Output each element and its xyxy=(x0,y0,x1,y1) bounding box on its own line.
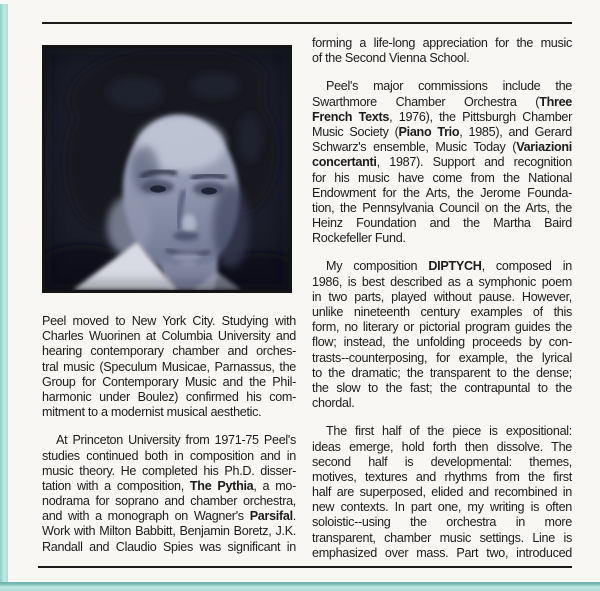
paragraph xyxy=(312,424,572,561)
text-line: concertanti, 1987). Support and recognition xyxy=(312,155,572,170)
text-line: tation with a composition, The Pythia, a mo- xyxy=(42,478,297,493)
top-rule xyxy=(42,22,572,24)
text-line: Randall and Claudio Spies was significant in xyxy=(42,539,296,554)
text-line: harmonic under Boulez) confirmed his com- xyxy=(42,389,296,404)
text-line: new contexts. In part one, my writing is often xyxy=(312,500,572,515)
text-line: soloistic--using the orchestra in more xyxy=(312,515,572,530)
portrait-illustration xyxy=(45,48,289,290)
paragraph xyxy=(312,259,572,411)
text-line: studies continued both in composition and in xyxy=(42,448,296,463)
text-line: Work with Milton Babbitt, Benjamin Boretz, J.K. xyxy=(42,524,296,539)
paragraph xyxy=(42,314,296,420)
bottom-rule xyxy=(38,566,572,568)
text-line: Swarthmore Chamber Orchestra (Three xyxy=(312,94,572,109)
text-line: for his music have come from the National xyxy=(312,170,572,185)
text-line: The first half of the piece is expositional: xyxy=(326,424,572,439)
text-line: flow; instead, the unfolding proceeds by con- xyxy=(312,335,572,350)
left-text-column xyxy=(42,314,296,555)
text-line: motives, textures and rhythms from the first xyxy=(312,469,572,484)
text-line: trasts--counterposing, for example, the lyrical xyxy=(312,350,572,365)
text-line: Heinz Foundation and the Martha Baird xyxy=(312,216,572,231)
text-line: Charles Wuorinen at Columbia University and xyxy=(42,329,296,344)
paragraph xyxy=(312,36,572,66)
text-line: nodrama for soprano and chamber orchestra, xyxy=(42,494,296,509)
paragraph xyxy=(312,79,572,246)
text-line: Rockefeller Fund. xyxy=(312,231,406,246)
text-line: ideas emerge, hold forth then dissolve. The xyxy=(312,439,572,454)
text-line: of the Second Vienna School. xyxy=(312,51,470,66)
text-line: mitment to a modernist musical aesthetic. xyxy=(42,405,262,420)
text-line: French Texts, 1976), the Pittsburgh Chamber xyxy=(312,109,572,124)
text-line: Music Society (Piano Trio, 1985), and Gerard xyxy=(312,124,572,139)
text-line: forming a life-long appreciation for the music xyxy=(312,36,572,50)
text-line: Peel's major commissions include the xyxy=(326,79,572,94)
text-line: At Princeton University from 1971-75 Peel's xyxy=(56,433,296,448)
text-line: second half is developmental: themes, xyxy=(312,454,572,469)
text-line: to the dramatic; the transparent to the dense; xyxy=(312,365,572,380)
text-line: Schwarz's ensemble, Music Today (Variazioni xyxy=(312,140,572,155)
text-line: half are superposed, elided and recombined in xyxy=(312,485,572,500)
text-line: form, no literary or pictorial program guides the xyxy=(312,320,572,335)
bottom-edge-strip xyxy=(0,582,600,591)
text-line: and with a monograph on Wagner's Parsifal. xyxy=(42,509,296,524)
text-line: Peel moved to New York City. Studying with xyxy=(42,314,296,328)
text-line: in two parts, played without pause. However, xyxy=(312,289,572,304)
portrait-photo xyxy=(42,45,292,293)
text-line: My composition DIPTYCH, composed in xyxy=(326,259,572,274)
right-text-column xyxy=(312,36,572,561)
text-line: hearing contemporary chamber and orches- xyxy=(42,344,296,359)
left-edge-strip xyxy=(0,4,8,583)
text-line: Group for Contemporary Music and the Phil- xyxy=(42,374,296,389)
text-line: unlike nineteenth century examples of this xyxy=(312,305,572,319)
text-line: Endowment for the Arts, the Jerome Founda- xyxy=(312,185,572,200)
text-line: transparent, chamber music settings. Line is xyxy=(312,530,572,545)
text-line: tral music (Speculum Musicae, Parnassus, the xyxy=(42,359,296,374)
text-line: tion, the Pennsylvania Council on the Arts, the xyxy=(312,200,572,215)
text-line: 1986, is best described as a symphonic poem xyxy=(312,274,572,289)
text-line: music theory. He completed his Ph.D. disser- xyxy=(42,463,296,478)
text-line: emphasized over mass. Part two, introduced xyxy=(312,545,572,560)
text-line: the slow to the fast; the contrapuntal to the xyxy=(312,380,572,395)
paragraph xyxy=(42,433,296,555)
text-line: chordal. xyxy=(312,396,355,411)
